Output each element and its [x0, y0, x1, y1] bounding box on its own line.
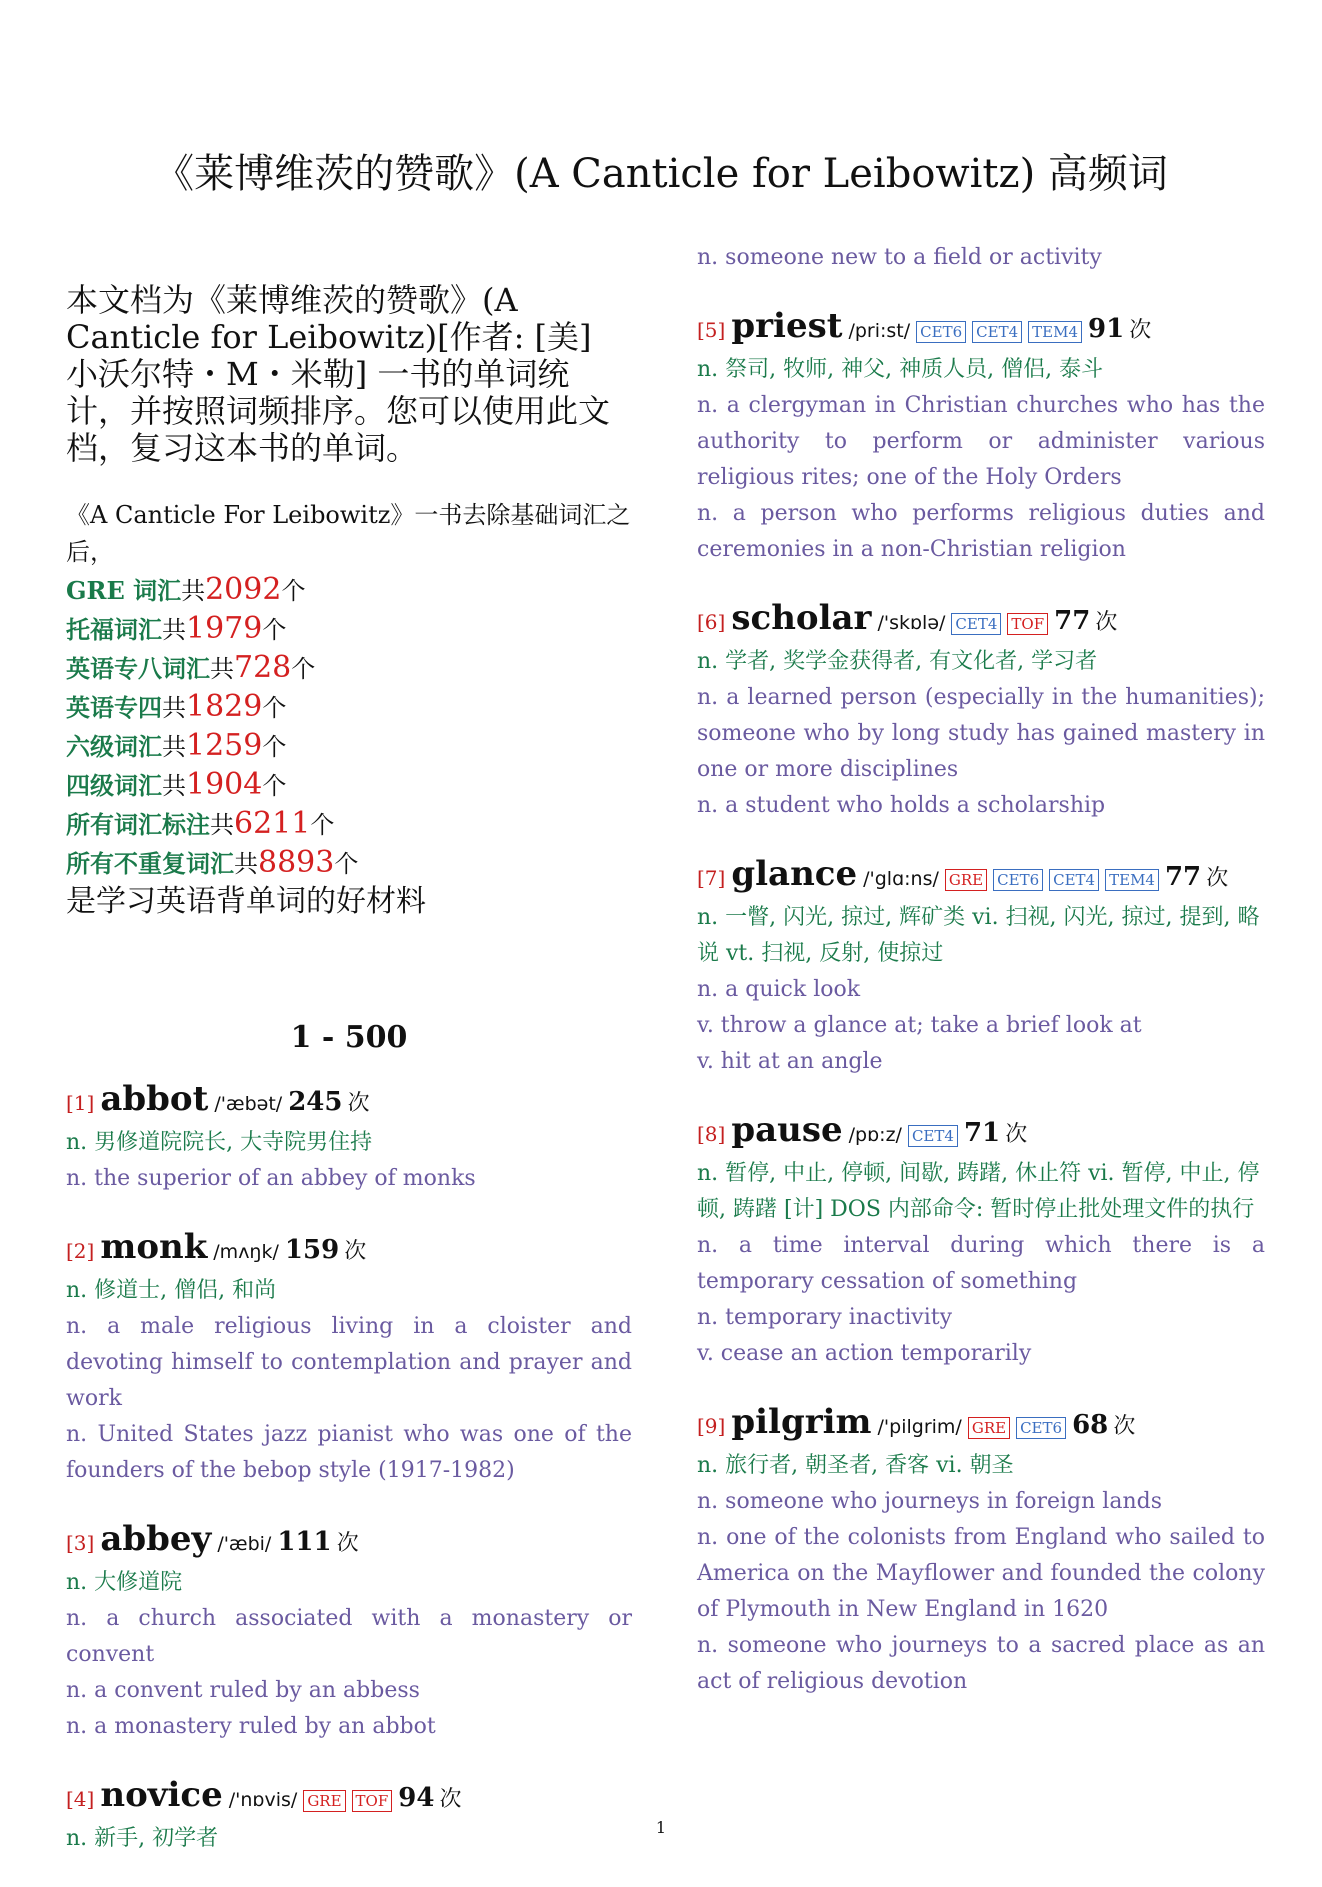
stat-connector: 共	[162, 616, 186, 644]
entry-english-definition: n. someone who journeys to a sacred place as an act of religious devotion	[697, 1633, 1265, 1694]
entry-index: [1]	[66, 1091, 95, 1115]
stat-line	[66, 688, 632, 727]
stat-number: 1979	[186, 611, 263, 646]
entry-english-definition: n. someone who journeys in foreign lands	[697, 1489, 1162, 1514]
entry-phonetic: /'glɑ:ns/	[863, 868, 939, 890]
exam-tag: TOF	[352, 1790, 393, 1812]
entry-english-definition: v. throw a glance at; take a brief look at	[697, 1013, 1142, 1038]
entry-english-definition: n. a monastery ruled by an abbot	[66, 1714, 436, 1739]
stat-line	[66, 766, 632, 805]
stat-number: 6211	[234, 806, 311, 841]
stats-block	[66, 497, 632, 920]
entry-english-definition: n. a learned person (especially in the humanities); someone who by long study has gained mastery in one or more disciplines	[697, 685, 1265, 782]
entry-word: abbot	[100, 1079, 209, 1119]
frequency-count: 91	[1087, 314, 1125, 344]
stat-unit: 个	[291, 655, 316, 683]
word-entry	[66, 1227, 632, 1489]
entry-chinese-definition: n. 男修道院院长, 大寺院男住持	[66, 1130, 373, 1155]
entry-word: abbey	[100, 1519, 212, 1559]
entry-word: pilgrim	[731, 1402, 872, 1442]
exam-tag: CET6	[1016, 1417, 1066, 1439]
entry-chinese-definition: n. 大修道院	[66, 1570, 183, 1595]
frequency-unit: 次	[1095, 610, 1118, 635]
stat-label: 托福词汇	[66, 615, 162, 644]
stat-number: 1904	[186, 767, 263, 802]
entry-headline	[66, 1079, 632, 1125]
entry-frequency	[964, 1113, 1027, 1156]
frequency-unit: 次	[336, 1531, 359, 1556]
entry-word: pause	[731, 1110, 843, 1150]
frequency-unit: 次	[1129, 318, 1152, 343]
word-entry	[66, 1519, 632, 1745]
entry-frequency	[277, 1522, 358, 1565]
entry-index: [5]	[697, 318, 726, 342]
entry-index: [3]	[66, 1531, 95, 1555]
stat-number: 728	[234, 650, 292, 685]
entry-index: [2]	[66, 1239, 95, 1263]
frequency-unit: 次	[1113, 1414, 1136, 1439]
stat-number: 1259	[186, 728, 263, 763]
entry-chinese-definition: n. 一瞥, 闪光, 掠过, 辉矿类 vi. 扫视, 闪光, 掠过, 提到, 略说 vt. 扫视, 反射, 使掠过	[697, 905, 1260, 966]
entry-frequency	[1072, 1405, 1135, 1448]
exam-tag: GRE	[945, 869, 987, 891]
frequency-count: 159	[284, 1235, 340, 1265]
right-entries	[697, 306, 1265, 1700]
entry-english-definition: n. a student who holds a scholarship	[697, 793, 1106, 818]
exam-tag: GRE	[968, 1417, 1010, 1439]
frequency-count: 77	[1054, 606, 1091, 636]
stat-label: GRE 词汇	[66, 576, 182, 605]
entry-headline	[697, 306, 1265, 352]
entry-english-definition: n. one of the colonists from England who sailed to America on the Mayflower and founded the colony of Plymouth in New England in 1620	[697, 1525, 1265, 1622]
entry-phonetic: /mʌŋk/	[213, 1241, 279, 1263]
stats-heading: 《A Canticle For Leibowitz》一书去除基础词汇之后，	[66, 501, 631, 566]
entry-index: [9]	[697, 1414, 726, 1438]
stat-connector: 共	[234, 850, 258, 878]
exam-tag: TOF	[1007, 613, 1048, 635]
stat-number: 2092	[205, 572, 282, 607]
entry-index: [7]	[697, 866, 726, 890]
entry-frequency	[398, 1778, 461, 1821]
stat-number: 1829	[186, 689, 263, 724]
exam-tag: CET4	[908, 1125, 958, 1147]
entry-english-definition: n. a male religious living in a cloister and devoting himself to contemplation and prayer and work	[66, 1314, 632, 1411]
exam-tag: CET4	[951, 613, 1001, 635]
stat-line	[66, 610, 632, 649]
left-entries	[66, 1079, 632, 1857]
entry-chinese-definition: n. 旅行者, 朝圣者, 香客 vi. 朝圣	[697, 1453, 1014, 1478]
stat-label: 六级词汇	[66, 732, 162, 761]
entry-index: [6]	[697, 610, 726, 634]
word-entry	[697, 598, 1265, 824]
stat-unit: 个	[262, 694, 287, 722]
stat-label: 四级词汇	[66, 771, 162, 800]
document-title: 《莱博维茨的赞歌》(A Canticle for Leibowitz) 高频词	[154, 151, 1168, 197]
entry-word: priest	[731, 306, 843, 346]
stat-line	[66, 649, 632, 688]
frequency-count: 94	[398, 1783, 435, 1813]
frequency-unit: 次	[1206, 866, 1229, 891]
word-entry	[697, 1402, 1265, 1700]
frequency-unit: 次	[344, 1239, 367, 1264]
entry-frequency	[1088, 309, 1151, 352]
entry-phonetic: /'nɒvis/	[228, 1789, 298, 1811]
entry-chinese-definition: n. 修道士, 僧侣, 和尚	[66, 1278, 277, 1303]
entry-english-definition: v. hit at an angle	[697, 1049, 883, 1074]
entry-headline	[66, 1775, 632, 1821]
stat-connector: 共	[162, 733, 186, 761]
word-entry	[697, 1110, 1265, 1372]
stat-line	[66, 727, 632, 766]
entry-phonetic: /'pilgrim/	[877, 1416, 962, 1438]
entry-english-definition: n. a time interval during which there is a temporary cessation of something	[697, 1233, 1265, 1294]
entry-index: [4]	[66, 1787, 95, 1811]
entry-chinese-definition: n. 祭司, 牧师, 神父, 神质人员, 僧侣, 泰斗	[697, 357, 1104, 382]
stat-number: 8893	[258, 845, 335, 880]
stat-connector: 共	[162, 694, 186, 722]
entry-word: monk	[100, 1227, 208, 1267]
exam-tag: CET4	[1049, 869, 1099, 891]
entry-english-definition: v. cease an action temporarily	[697, 1341, 1032, 1366]
word-entry	[697, 306, 1265, 568]
stat-label: 英语专四	[66, 693, 162, 722]
word-entry	[66, 1079, 632, 1197]
frequency-count: 111	[277, 1527, 332, 1557]
word-entry	[697, 854, 1265, 1080]
entry-word: glance	[731, 854, 858, 894]
stat-unit: 个	[310, 811, 335, 839]
entry-english-definition: n. a convent ruled by an abbess	[66, 1678, 420, 1703]
exam-tag: TEM4	[1105, 869, 1159, 891]
stats-closing: 是学习英语背单词的好材料	[66, 884, 426, 919]
frequency-count: 77	[1164, 862, 1202, 892]
stat-unit: 个	[262, 733, 287, 761]
stat-unit: 个	[334, 850, 359, 878]
entry-word: scholar	[731, 598, 872, 638]
entry-headline	[697, 854, 1265, 900]
entry-frequency	[1165, 857, 1228, 900]
stat-label: 所有词汇标注	[66, 810, 210, 839]
entry-headline	[66, 1519, 632, 1565]
stat-line	[66, 805, 632, 844]
entry-headline	[66, 1227, 632, 1273]
entry-headline	[697, 598, 1265, 644]
entry-headline	[697, 1110, 1265, 1156]
entry-phonetic: /pri:st/	[848, 320, 911, 342]
frequency-count: 71	[963, 1118, 1001, 1148]
stat-label: 英语专八词汇	[66, 654, 210, 683]
entry-phonetic: /'æbi/	[217, 1533, 272, 1555]
frequency-count: 245	[288, 1087, 343, 1117]
entry-english-definition: n. United States jazz pianist who was one of the founders of the bebop style (1917-1982)	[66, 1422, 632, 1483]
exam-tag: TEM4	[1028, 321, 1082, 343]
frequency-unit: 次	[439, 1787, 462, 1812]
exam-tag: GRE	[303, 1790, 345, 1812]
entry-english-definition: n. temporary inactivity	[697, 1305, 953, 1330]
entry-chinese-definition: n. 学者, 奖学金获得者, 有文化者, 学习者	[697, 649, 1098, 674]
entry-english-definition: n. a quick look	[697, 977, 861, 1002]
stat-unit: 个	[281, 577, 306, 605]
word-entry	[66, 1775, 632, 1857]
entry-english-definition: n. a clergyman in Christian churches who has the authority to perform or administer various religious rites; one of the Holy Orders	[697, 393, 1265, 490]
entry-index: [8]	[697, 1122, 726, 1146]
stat-connector: 共	[181, 577, 206, 605]
entry-english-definition: n. a person who performs religious duties and ceremonies in a non-Christian religion	[697, 501, 1265, 562]
frequency-unit: 次	[1005, 1122, 1028, 1147]
entry-word: novice	[100, 1775, 223, 1815]
entry-chinese-definition: n. 暂停, 中止, 停顿, 间歇, 踌躇, 休止符 vi. 暂停, 中止, 停顿, 踌躇 [计] DOS 内部命令: 暂时停止批处理文件的执行	[697, 1161, 1260, 1222]
entry-english-definition: n. a church associated with a monastery or convent	[66, 1606, 632, 1667]
entry-frequency	[288, 1082, 369, 1125]
stat-unit: 个	[262, 616, 287, 644]
frequency-unit: 次	[347, 1091, 370, 1116]
entry-phonetic: /pɒ:z/	[848, 1124, 902, 1146]
left-column	[66, 282, 632, 1887]
range-heading: 1 - 500	[290, 1020, 408, 1055]
stat-unit: 个	[262, 772, 287, 800]
entry-headline	[697, 1402, 1265, 1448]
entry-phonetic: /'æbət/	[214, 1093, 283, 1115]
stats-list	[66, 571, 632, 883]
exam-tag: CET4	[972, 321, 1022, 343]
entry-phonetic: /'skɒlə/	[877, 612, 946, 634]
stat-line	[66, 571, 632, 610]
stat-connector: 共	[210, 655, 234, 683]
exam-tag: CET6	[993, 869, 1043, 891]
right-column	[697, 240, 1265, 1730]
entry-frequency	[285, 1230, 366, 1273]
page-number: 1	[655, 1818, 667, 1837]
entry-frequency	[1054, 601, 1117, 644]
exam-tag: CET6	[916, 321, 966, 343]
entry-definition-continued: n. someone new to a field or activity	[697, 245, 1102, 270]
stat-connector: 共	[162, 772, 186, 800]
intro-paragraph: 本文档为《莱博维茨的赞歌》(A Canticle for Leibowitz)[作者: [美] 小沃尔特・M・米勒] 一书的单词统计，并按照词频排序。您可以使用此文档，复习这本书的单词。	[66, 281, 611, 467]
frequency-count: 68	[1072, 1410, 1109, 1440]
stat-line	[66, 844, 632, 883]
entry-chinese-definition: n. 新手, 初学者	[66, 1826, 219, 1851]
entry-english-definition: n. the superior of an abbey of monks	[66, 1166, 476, 1191]
stat-connector: 共	[210, 811, 234, 839]
stat-label: 所有不重复词汇	[66, 849, 234, 878]
